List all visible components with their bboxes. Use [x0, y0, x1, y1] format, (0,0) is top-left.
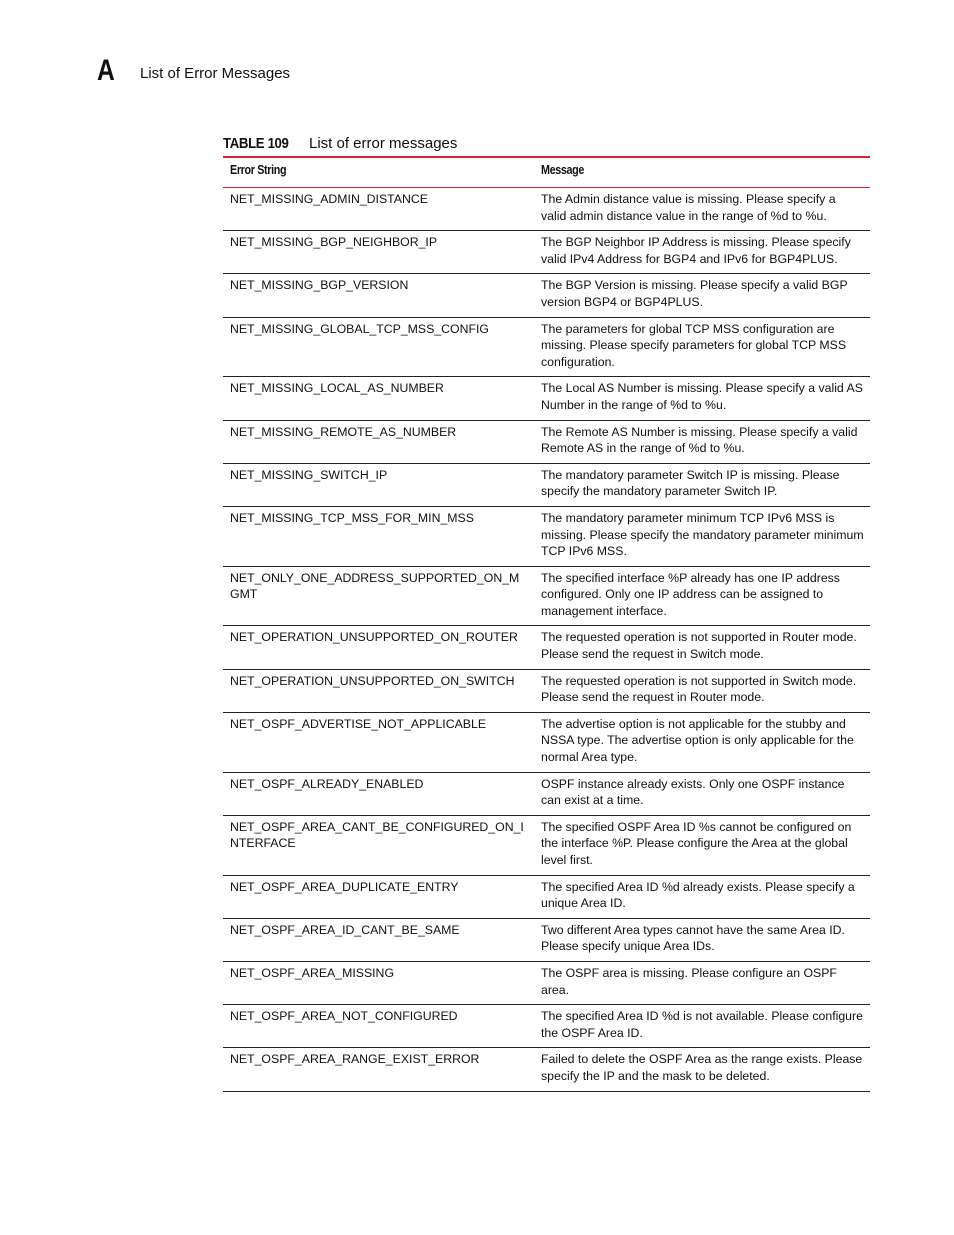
message-cell: The specified Area ID %d already exists. Please specify a unique Area ID.: [534, 875, 870, 918]
error-string-cell: NET_MISSING_BGP_VERSION: [223, 274, 534, 317]
error-messages-table: [223, 158, 870, 1092]
message-cell: The Local AS Number is missing. Please specify a valid AS Number in the range of %d to %u.: [534, 377, 870, 420]
appendix-letter: A: [97, 54, 115, 87]
table-row: [223, 875, 870, 918]
table-row: [223, 231, 870, 274]
table-label: TABLE 109: [223, 135, 289, 152]
message-cell: The mandatory parameter minimum TCP IPv6 MSS is missing. Please specify the mandatory parameter minimum TCP IPv6 MSS.: [534, 506, 870, 566]
message-cell: OSPF instance already exists. Only one OSPF instance can exist at a time.: [534, 772, 870, 815]
message-cell: The specified OSPF Area ID %s cannot be configured on the interface %P. Please configure the Area at the global level first.: [534, 815, 870, 875]
table-row: [223, 506, 870, 566]
table-row: [223, 815, 870, 875]
running-header-title: List of Error Messages: [140, 65, 291, 82]
table-row: [223, 463, 870, 506]
message-cell: Two different Area types cannot have the same Area ID. Please specify unique Area IDs.: [534, 918, 870, 961]
table-caption: [223, 135, 870, 153]
error-string-cell: NET_OPERATION_UNSUPPORTED_ON_SWITCH: [223, 669, 534, 712]
error-string-cell: NET_MISSING_BGP_NEIGHBOR_IP: [223, 231, 534, 274]
table-row: [223, 274, 870, 317]
table-row: [223, 1005, 870, 1048]
table-row: [223, 626, 870, 669]
table-row: [223, 188, 870, 231]
error-string-cell: NET_MISSING_SWITCH_IP: [223, 463, 534, 506]
table-row: [223, 317, 870, 377]
table-row: [223, 772, 870, 815]
error-string-cell: NET_OSPF_AREA_NOT_CONFIGURED: [223, 1005, 534, 1048]
message-cell: The BGP Neighbor IP Address is missing. Please specify valid IPv4 Address for BGP4 and IPv6 for BGP4PLUS.: [534, 231, 870, 274]
message-cell: The Remote AS Number is missing. Please specify a valid Remote AS in the range of %d to %u.: [534, 420, 870, 463]
message-cell: The Admin distance value is missing. Please specify a valid admin distance value in the range of %d to %u.: [534, 188, 870, 231]
error-string-cell: NET_OSPF_AREA_RANGE_EXIST_ERROR: [223, 1048, 534, 1091]
error-string-cell: NET_ONLY_ONE_ADDRESS_SUPPORTED_ON_MGMT: [223, 566, 534, 626]
table-row: [223, 918, 870, 961]
error-string-cell: NET_OPERATION_UNSUPPORTED_ON_ROUTER: [223, 626, 534, 669]
error-string-cell: NET_OSPF_AREA_CANT_BE_CONFIGURED_ON_INTERFACE: [223, 815, 534, 875]
table-row: [223, 420, 870, 463]
message-cell: The specified interface %P already has one IP address configured. Only one IP address can be assigned to management interface.: [534, 566, 870, 626]
error-string-cell: NET_MISSING_LOCAL_AS_NUMBER: [223, 377, 534, 420]
table-row: [223, 1048, 870, 1091]
table-title: List of error messages: [309, 135, 458, 152]
error-string-cell: NET_OSPF_ALREADY_ENABLED: [223, 772, 534, 815]
column-header-message: [534, 158, 870, 188]
column-header-label: Error String: [230, 163, 287, 177]
error-string-cell: NET_OSPF_AREA_MISSING: [223, 961, 534, 1004]
error-string-cell: NET_MISSING_ADMIN_DISTANCE: [223, 188, 534, 231]
error-string-cell: NET_OSPF_ADVERTISE_NOT_APPLICABLE: [223, 712, 534, 772]
error-string-cell: NET_MISSING_TCP_MSS_FOR_MIN_MSS: [223, 506, 534, 566]
message-cell: The requested operation is not supported in Switch mode. Please send the request in Router mode.: [534, 669, 870, 712]
message-cell: The BGP Version is missing. Please specify a valid BGP version BGP4 or BGP4PLUS.: [534, 274, 870, 317]
table-row: [223, 669, 870, 712]
table-header-row: [223, 158, 870, 188]
message-cell: Failed to delete the OSPF Area as the range exists. Please specify the IP and the mask to be deleted.: [534, 1048, 870, 1091]
message-cell: The mandatory parameter Switch IP is missing. Please specify the mandatory parameter Switch IP.: [534, 463, 870, 506]
error-string-cell: NET_MISSING_GLOBAL_TCP_MSS_CONFIG: [223, 317, 534, 377]
error-string-cell: NET_MISSING_REMOTE_AS_NUMBER: [223, 420, 534, 463]
message-cell: The advertise option is not applicable for the stubby and NSSA type. The advertise option is only applicable for the normal Area type.: [534, 712, 870, 772]
table-row: [223, 377, 870, 420]
message-cell: The specified Area ID %d is not available. Please configure the OSPF Area ID.: [534, 1005, 870, 1048]
table-body: [223, 188, 870, 1092]
message-cell: The requested operation is not supported in Router mode. Please send the request in Switch mode.: [534, 626, 870, 669]
error-string-cell: NET_OSPF_AREA_ID_CANT_BE_SAME: [223, 918, 534, 961]
table-row: [223, 712, 870, 772]
message-cell: The parameters for global TCP MSS configuration are missing. Please specify parameters for global TCP MSS configuration.: [534, 317, 870, 377]
table-row: [223, 961, 870, 1004]
message-cell: The OSPF area is missing. Please configure an OSPF area.: [534, 961, 870, 1004]
column-header-error-string: [223, 158, 534, 188]
column-header-label: Message: [541, 163, 585, 177]
error-string-cell: NET_OSPF_AREA_DUPLICATE_ENTRY: [223, 875, 534, 918]
table-row: [223, 566, 870, 626]
